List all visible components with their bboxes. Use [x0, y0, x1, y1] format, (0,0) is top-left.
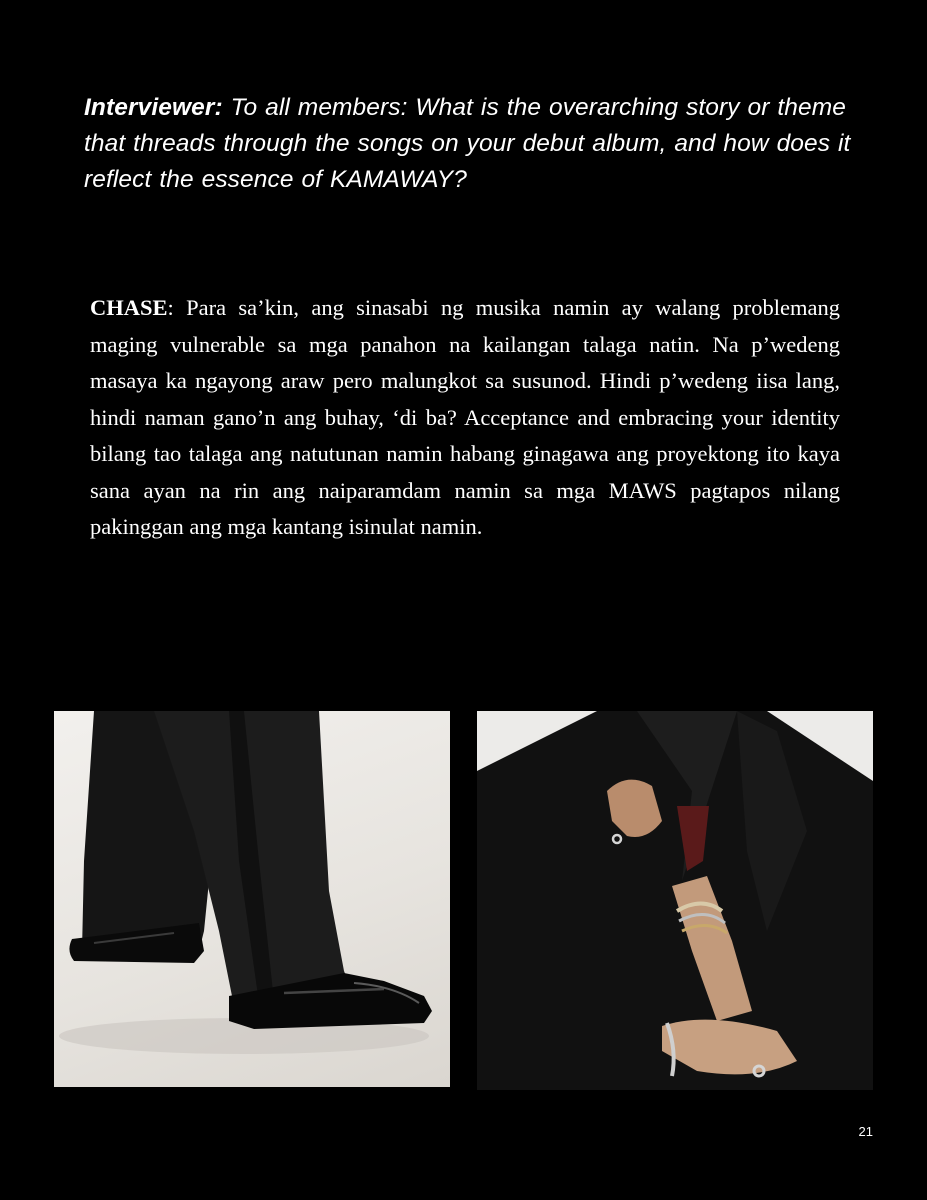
photo-blazer-bracelets: [477, 711, 873, 1090]
answer-separator: :: [167, 295, 187, 320]
page-number: 21: [858, 1124, 873, 1139]
answer-text: Para sa’kin, ang sinasabi ng musika namin ay walang problemang maging vulnerable sa mga panahon na kailangan talaga natin. Na p’wedeng masaya ka ngayong araw pero malungkot sa susunod. Hindi p’wedeng iisa lang, hindi naman gano’n ang buhay, ‘di ba? Acceptance and embracing your identity bilang tao talaga ang natutunan namin habang ginagawa ang proyektong ito kaya sana ayan na rin ang naiparamdam namin sa mga MAWS pagtapos nilang pakinggan ang mga kantang isinulat namin.: [90, 295, 840, 539]
answer-speaker-label: CHASE: [90, 295, 168, 320]
photo-blazer-bracelets-illustration: [477, 711, 873, 1090]
interviewer-question: [84, 90, 864, 198]
chase-answer: [90, 290, 840, 546]
photo-trousers-loafers: [54, 711, 450, 1087]
interviewer-label: Interviewer:: [84, 94, 223, 121]
question-text: To all members: What is the overarching story or theme that threads through the songs on your debut album, and how does it reflect the essence of KAMAWAY?: [84, 94, 851, 193]
photo-trousers-loafers-illustration: [54, 711, 450, 1087]
